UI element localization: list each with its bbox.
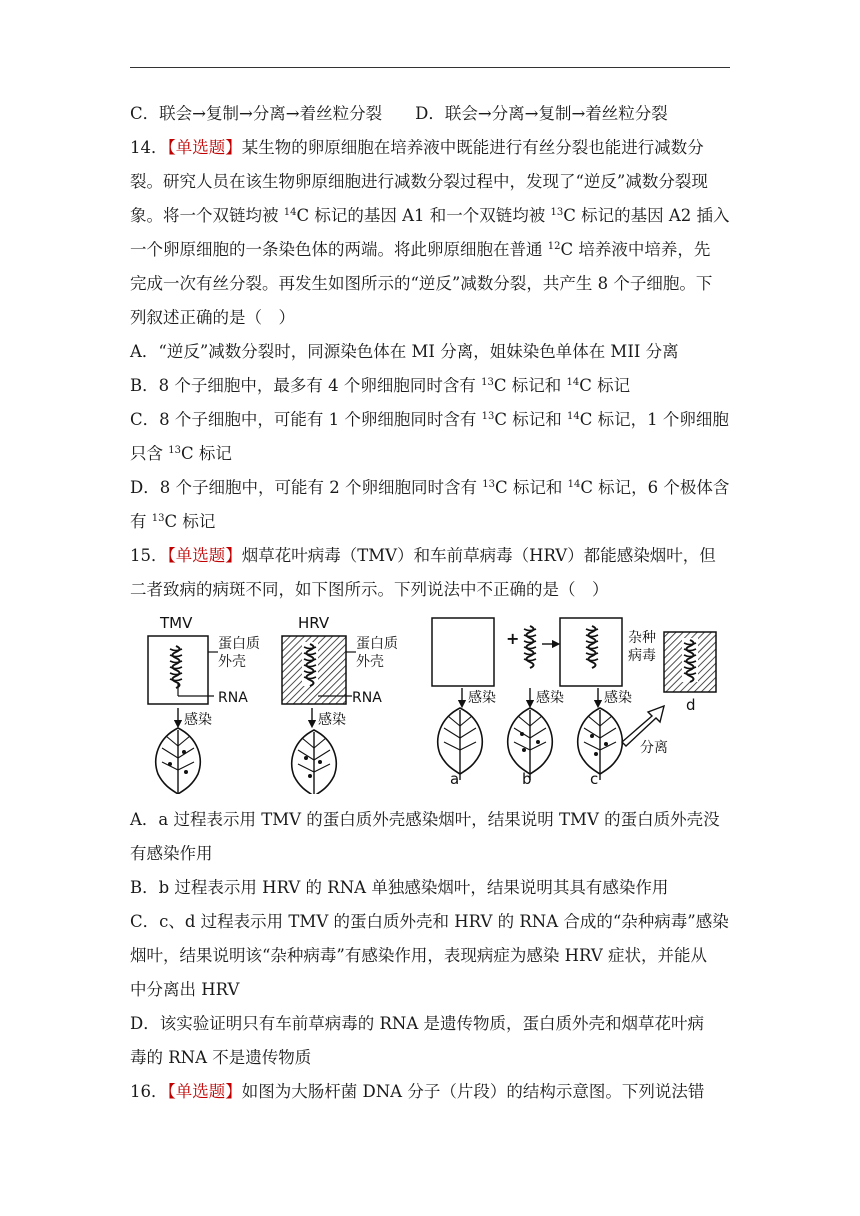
question-15-stem: 15．【单选题】烟草花叶病毒（TMV）和车前草病毒（HRV）都能感染烟叶，但	[130, 546, 716, 565]
protein-label: 蛋白质	[218, 636, 260, 652]
option-d-cont: 有 $^{13}$C 标记	[130, 512, 216, 531]
stem-line: 二者致病的病斑不同，如下图所示。下列说法中不正确的是（ ）	[130, 580, 609, 599]
option-c-cont: 烟叶，结果说明该“杂种病毒”有感染作用，表现病症为感染 HRV 症状，并能从	[130, 946, 708, 965]
question-type-tag: 【单选题】	[167, 1082, 242, 1101]
stem-line: 完成一次有丝分裂。再发生如图所示的“逆反”减数分裂，共产生 8 个子细胞。下	[130, 274, 713, 293]
stem-line: 一个卵原细胞的一条染色体的两端。将此卵原细胞在普通 $^{12}$C 培养液中培养，先	[130, 240, 711, 259]
option-d: D．该实验证明只有车前草病毒的 RNA 是遗传物质，蛋白质外壳和烟草花叶病	[130, 1014, 704, 1033]
infect-label: 感染	[318, 712, 346, 728]
option-line: C．联会→复制→分离→着丝粒分裂 D．联会→分离→复制→着丝粒分裂	[130, 104, 668, 123]
label-b: b	[522, 770, 532, 788]
question-14-stem: 14．【单选题】某生物的卵原细胞在培养液中既能进行有丝分裂也能进行减数分	[130, 138, 704, 157]
option-a-cont: 有感染作用	[130, 844, 213, 863]
hybrid-label: 杂种	[628, 630, 656, 646]
header-rule	[130, 67, 730, 68]
rna-label: RNA	[352, 690, 382, 706]
stem-line: 裂。研究人员在该生物卵原细胞进行减数分裂过程中，发现了“逆反”减数分裂现	[130, 172, 708, 191]
question-16-stem: 16．【单选题】如图为大肠杆菌 DNA 分子（片段）的结构示意图。下列说法错	[130, 1082, 705, 1101]
option-b: B．b 过程表示用 HRV 的 RNA 单独感染烟叶，结果说明其具有感染作用	[130, 878, 669, 897]
option-c: C．8 个子细胞中，可能有 1 个卵细胞同时含有 $^{13}$C 标记和 $^{14}$C 标记，1 个卵细胞	[130, 410, 729, 429]
question-type-tag: 【单选题】	[167, 546, 242, 565]
infect-label: 感染	[184, 712, 212, 728]
hrv-rna-coil	[302, 642, 318, 686]
stem-line: 象。将一个双链均被 $^{14}$C 标记的基因 A1 和一个双链均被 $^{13}$C 标记的基因 A2 插入	[130, 206, 730, 225]
leaf-icon	[156, 728, 200, 794]
option-c: C．c、d 过程表示用 TMV 的蛋白质外壳和 HRV 的 RNA 合成的“杂种病毒”感染	[130, 912, 729, 931]
infect-label: 感染	[604, 690, 632, 706]
option-d-cont: 毒的 RNA 不是遗传物质	[130, 1048, 312, 1067]
stem-line: 列叙述正确的是（ ）	[130, 308, 295, 327]
shell-label: 外壳	[218, 654, 246, 670]
leaf-icon	[292, 730, 336, 794]
label-a: a	[450, 770, 460, 788]
hybrid-label: 病毒	[628, 648, 656, 664]
option-b: B．8 个子细胞中，最多有 4 个卵细胞同时含有 $^{13}$C 标记和 $^{14}$C 标记	[130, 376, 631, 395]
option-a: A．“逆反”减数分裂时，同源染色体在 MI 分离，姐妹染色单体在 MII 分离	[130, 342, 679, 361]
option-a: A．a 过程表示用 TMV 的蛋白质外壳感染烟叶，结果说明 TMV 的蛋白质外壳没	[130, 810, 720, 829]
separate-label: 分离	[640, 740, 668, 756]
option-d: D．8 个子细胞中，可能有 2 个卵细胞同时含有 $^{13}$C 标记和 $^{14}$C 标记，6 个极体含	[130, 478, 730, 497]
leaf-icon	[578, 708, 622, 780]
label-d: d	[686, 696, 696, 714]
shell-label: 外壳	[356, 654, 384, 670]
option-c-cont: 中分离出 HRV	[130, 980, 240, 999]
tmv-label: TMV	[160, 614, 193, 632]
question-type-tag: 【单选题】	[167, 138, 242, 157]
rna-label: RNA	[218, 690, 248, 706]
rna-coil	[524, 626, 536, 668]
leaf-icon	[438, 708, 482, 780]
virus-experiment-figure	[130, 612, 730, 794]
hrv-result-coil	[682, 638, 698, 682]
infect-label: 感染	[468, 690, 496, 706]
option-c-cont: 只含 $^{13}$C 标记	[130, 444, 232, 463]
hybrid-virus-box	[560, 618, 622, 686]
protein-label: 蛋白质	[356, 636, 398, 652]
label-c: c	[590, 770, 599, 788]
plus-sign: +	[506, 629, 520, 648]
hrv-label: HRV	[298, 614, 330, 632]
infect-label: 感染	[536, 690, 564, 706]
empty-shell-box	[432, 618, 494, 686]
